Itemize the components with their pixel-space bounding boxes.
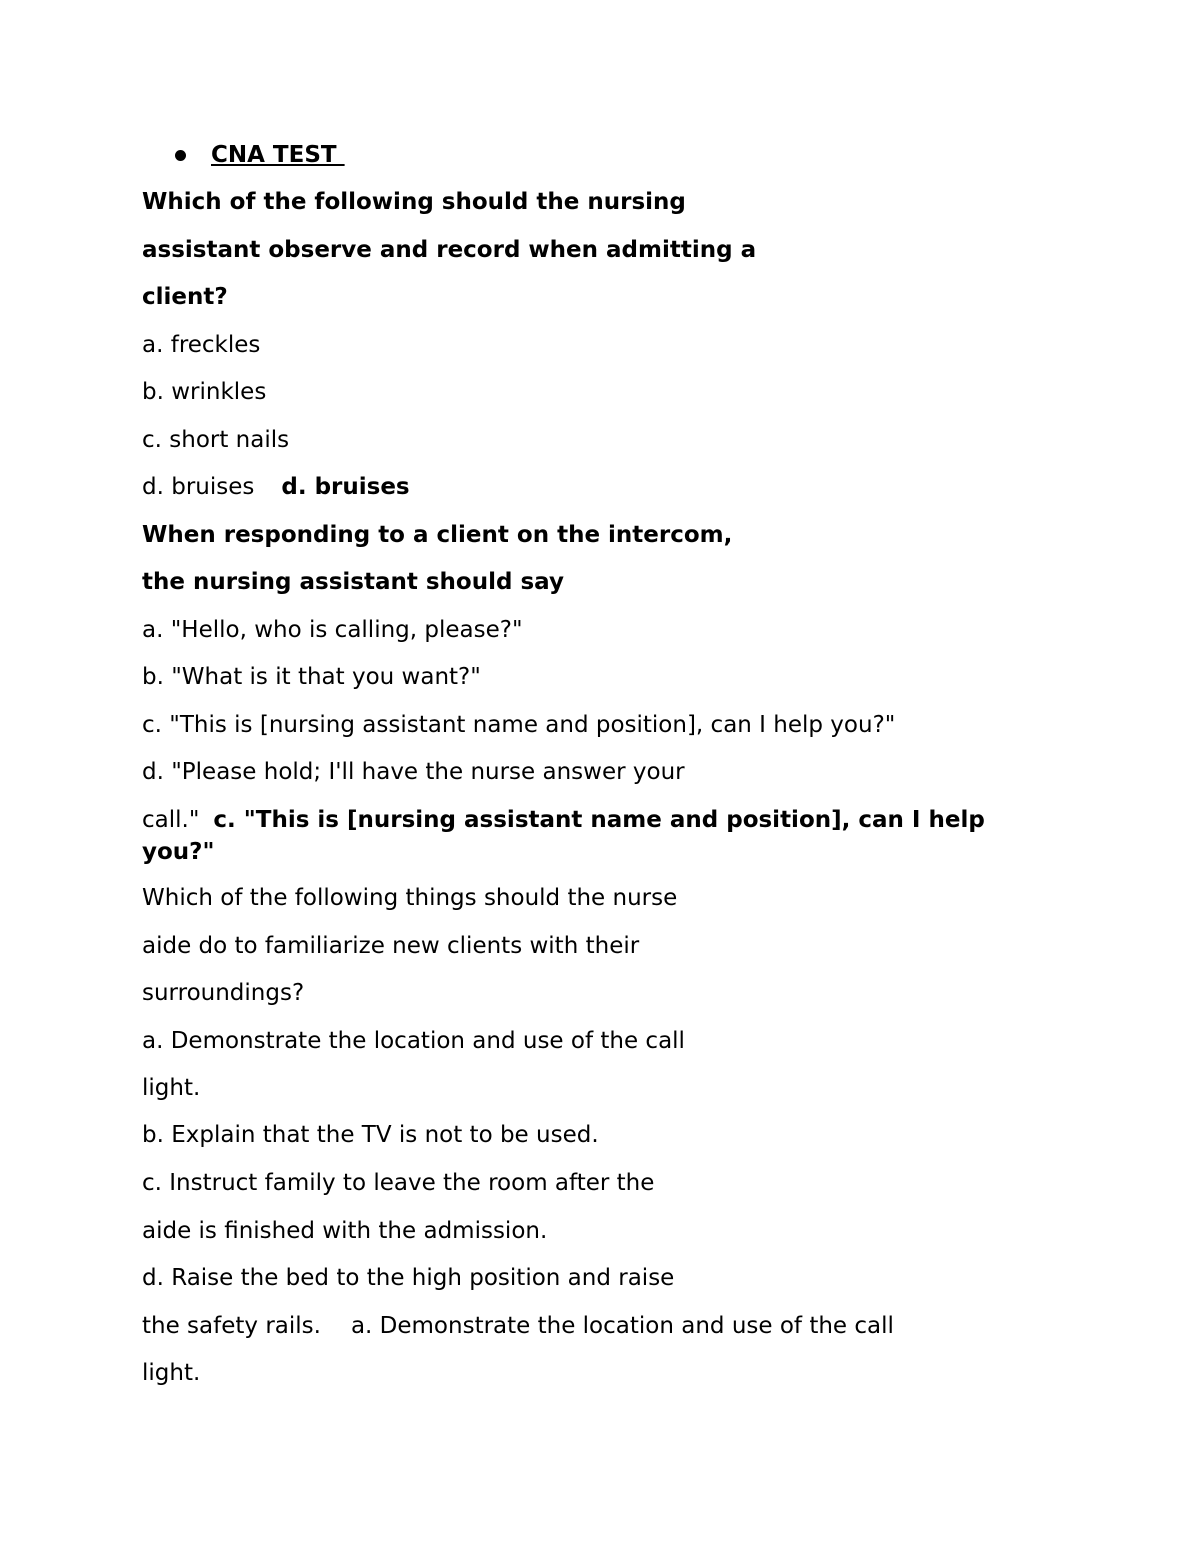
question-2-option-d-line-1: d. "Please hold; I'll have the nurse answer your [142, 759, 685, 785]
document-heading: CNA TEST [211, 142, 345, 168]
question-1-line-2: assistant observe and record when admitting a [142, 237, 757, 263]
question-1-line-3: client? [142, 284, 228, 310]
question-1-option-a: a. freckles [142, 332, 261, 358]
question-1-line-1: Which of the following should the nursing [142, 189, 686, 215]
question-1-option-c: c. short nails [142, 427, 290, 453]
question-3-line-3: surroundings? [142, 980, 305, 1006]
question-3-option-d-row [142, 1312, 894, 1340]
question-2-option-c: c. "This is [nursing assistant name and position], can I help you?" [142, 712, 896, 738]
question-3-option-d-line-2: the safety rails. [142, 1313, 321, 1339]
question-1-option-b: b. wrinkles [142, 379, 267, 405]
question-1-option-d: d. bruises [142, 474, 255, 500]
question-3-option-c-line-1: c. Instruct family to leave the room after the [142, 1170, 655, 1196]
question-2-answer-line-2: you?" [142, 839, 215, 865]
question-1-option-d-row [142, 473, 410, 501]
question-3-answer-line-1: a. Demonstrate the location and use of the call [350, 1313, 894, 1339]
bullet-icon [175, 150, 186, 161]
question-3-option-c-line-2: aide is finished with the admission. [142, 1218, 548, 1244]
question-1-answer: d. bruises [281, 474, 410, 500]
question-3-answer-line-2: light. [142, 1360, 201, 1386]
question-2-option-b: b. "What is it that you want?" [142, 664, 481, 690]
question-2-option-d-row [142, 806, 985, 834]
question-2-option-a: a. "Hello, who is calling, please?" [142, 617, 523, 643]
question-3-option-a-line-2: light. [142, 1075, 201, 1101]
question-2-line-1: When responding to a client on the intercom, [142, 522, 733, 548]
question-3-option-b: b. Explain that the TV is not to be used. [142, 1122, 599, 1148]
question-3-line-2: aide do to familiarize new clients with their [142, 933, 640, 959]
question-2-option-d-line-2: call." [142, 807, 200, 833]
question-2-answer-line-1: c. "This is [nursing assistant name and position], can I help [213, 807, 985, 833]
question-2-line-2: the nursing assistant should say [142, 569, 564, 595]
question-3-option-d-line-1: d. Raise the bed to the high position and raise [142, 1265, 675, 1291]
question-3-line-1: Which of the following things should the nurse [142, 885, 678, 911]
question-3-option-a-line-1: a. Demonstrate the location and use of the call [142, 1028, 685, 1054]
